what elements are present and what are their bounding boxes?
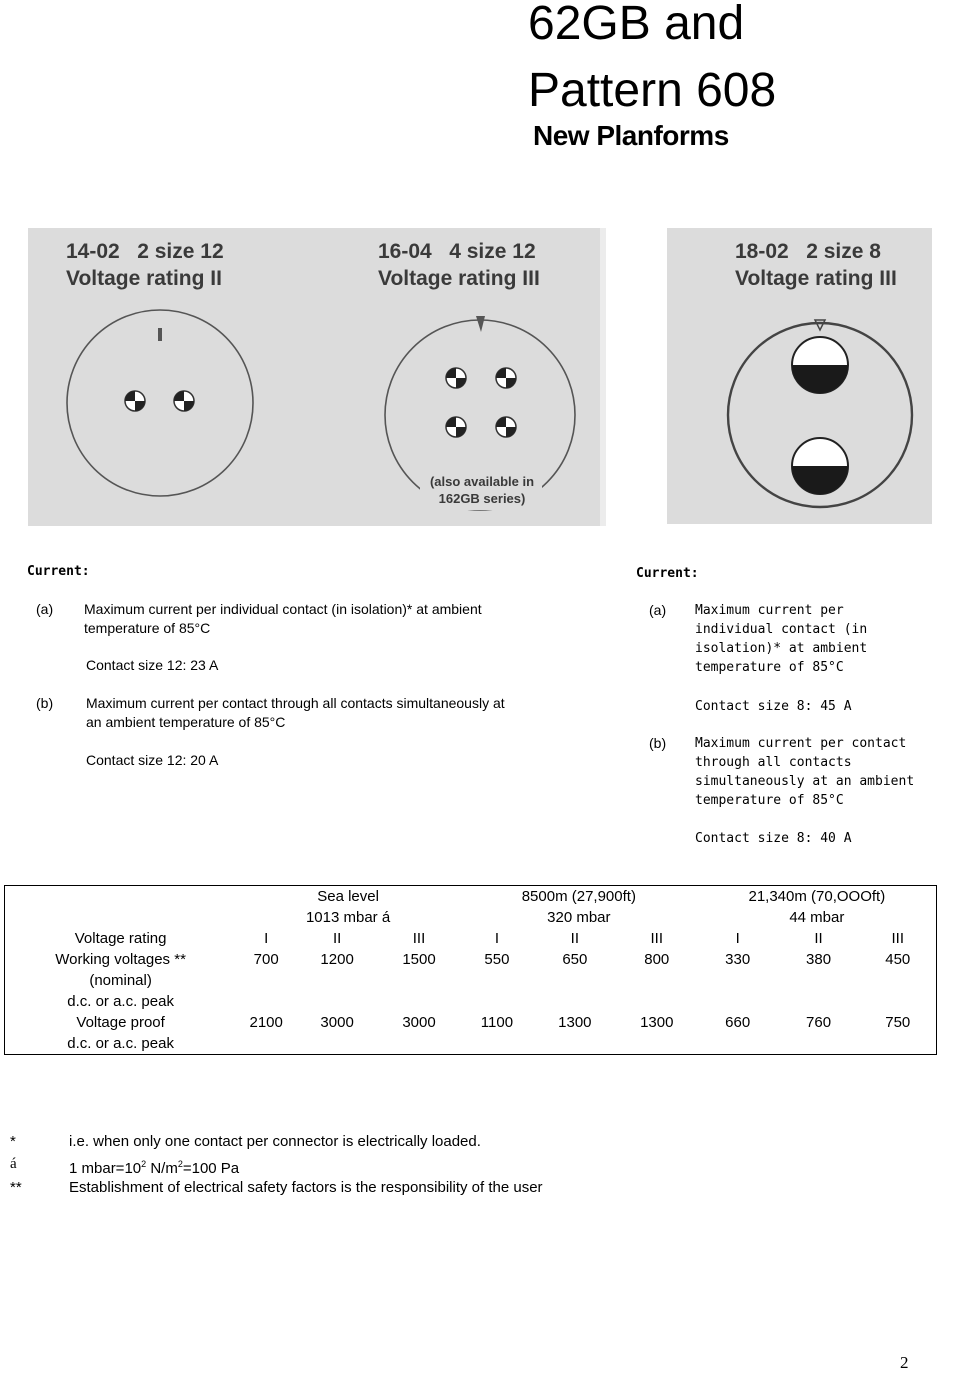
table-cell: 1500 (402, 951, 436, 968)
left-current-a-value: Contact size 12: 23 A (86, 657, 219, 673)
right-current-b-text: Maximum current per contact through all contacts simultaneously at an ambient temperature of 85°C (695, 736, 915, 808)
row-label: (nominal) (89, 972, 152, 989)
table-cell: II (332, 930, 342, 947)
right-current-heading: Current: (636, 566, 699, 581)
table-cell: III (412, 930, 426, 947)
keyway-marker (476, 316, 485, 332)
table-cell: 450 (885, 951, 911, 968)
keyway-marker (815, 320, 825, 330)
table-cell: I (494, 930, 500, 947)
title-line-2: Pattern 608 (528, 64, 777, 117)
table-cell: 650 (562, 951, 588, 968)
footnote-mark: ** (10, 1179, 22, 1196)
row-label: Voltage proof (76, 1014, 165, 1031)
table-row (5, 991, 937, 1012)
table-row (5, 949, 937, 970)
left-current-a-label: (a) (36, 601, 54, 617)
table-row (5, 886, 937, 908)
table-cell: 330 (725, 951, 751, 968)
contact-size12 (446, 417, 466, 437)
altitude-header: Sea level (317, 888, 379, 905)
footnote-mark: * (10, 1133, 16, 1150)
table-cell: 660 (725, 1014, 751, 1031)
left-current-b-value: Contact size 12: 20 A (86, 752, 219, 768)
left-current-b-text: Maximum current per contact through all contacts simultaneously at an ambient temperature of 85°C (86, 695, 505, 730)
footnote-text: i.e. when only one contact per connector is electrically loaded. (69, 1133, 481, 1150)
table-cell: 3000 (402, 1014, 436, 1031)
pressure-header: 320 mbar (547, 909, 611, 926)
row-label: Working voltages ** (55, 951, 186, 968)
contact-size12 (125, 391, 145, 411)
table-cell: 2100 (249, 1014, 283, 1031)
pressure-header: 44 mbar (789, 909, 845, 926)
planform-panel-right (667, 228, 932, 524)
table-cell: 700 (253, 951, 279, 968)
title-line-1: 62GB and (528, 0, 745, 50)
contact-size12 (496, 368, 516, 388)
contact-size12 (446, 368, 466, 388)
footnote-mark: á (10, 1156, 17, 1172)
table-cell: 550 (484, 951, 510, 968)
contact-size12 (174, 391, 194, 411)
table-cell: III (650, 930, 663, 947)
table-cell: 750 (885, 1014, 911, 1031)
planform-1604-note: (also available in 162GB series) (429, 474, 535, 506)
altitude-header: 8500m (27,900ft) (521, 888, 636, 905)
planform-1802-heading: 18-02 2 size 8 Voltage rating III (735, 240, 897, 290)
panel-divider (600, 228, 606, 526)
altitude-header: 21,340m (70,OOOft) (748, 888, 886, 905)
table-cell: 1100 (480, 1014, 514, 1031)
planform-1802-diagram (667, 228, 932, 524)
left-current-heading: Current: (27, 564, 90, 579)
row-label: d.c. or a.c. peak (67, 993, 174, 1010)
table-cell: 800 (644, 951, 670, 968)
row-label: d.c. or a.c. peak (67, 1035, 174, 1052)
table-cell: 380 (806, 951, 832, 968)
table-cell: II (814, 930, 823, 947)
keyway-marker (158, 328, 162, 341)
page-number: 2 (900, 1353, 909, 1372)
table-row (5, 928, 937, 949)
planform-1402-heading: 14-02 2 size 12 Voltage rating II (66, 240, 224, 290)
table-row (5, 970, 937, 991)
table-cell: 1300 (558, 1014, 592, 1031)
voltage-ratings-table (4, 885, 937, 1055)
contact-size12 (496, 417, 516, 437)
table-row (5, 1033, 937, 1055)
table-row (5, 907, 937, 928)
table-cell: 760 (806, 1014, 832, 1031)
contact-size8 (792, 337, 848, 393)
left-current-b-label: (b) (36, 695, 54, 711)
right-current-a-label: (a) (649, 602, 667, 618)
right-current-b-label: (b) (649, 735, 667, 751)
right-current-a-value: Contact size 8: 45 A (695, 699, 852, 714)
table-cell: III (891, 930, 904, 947)
pressure-header: 1013 mbar á (305, 909, 391, 926)
right-current-a-text: Maximum current per individual contact (in isolation)* at ambient temperature of 85°C (695, 603, 868, 675)
table-cell: 1300 (640, 1014, 674, 1031)
table-cell: I (735, 930, 740, 947)
planform-panel-left (28, 228, 602, 526)
table-cell: I (264, 930, 269, 947)
table-cell: 1200 (320, 951, 354, 968)
table-cell: 3000 (320, 1014, 354, 1031)
contact-size8 (792, 438, 848, 494)
row-label: Voltage rating (74, 930, 167, 947)
page-subtitle: New Planforms (533, 120, 729, 151)
planform-1604-heading: 16-04 4 size 12 Voltage rating III (378, 240, 540, 290)
planform-1402-diagram (67, 310, 253, 496)
footnote-text: 1 $mbar=10^2$ $N/m^2=100$ Pa (69, 1159, 240, 1177)
left-current-a-text: Maximum current per individual contact (in isolation)* at ambient temperature of 85°C (84, 601, 482, 636)
table-row (5, 1012, 937, 1033)
right-current-b-value: Contact size 8: 40 A (695, 831, 852, 846)
table-cell: II (570, 930, 580, 947)
footnote-text: Establishment of electrical safety factors is the responsibility of the user (69, 1179, 543, 1196)
